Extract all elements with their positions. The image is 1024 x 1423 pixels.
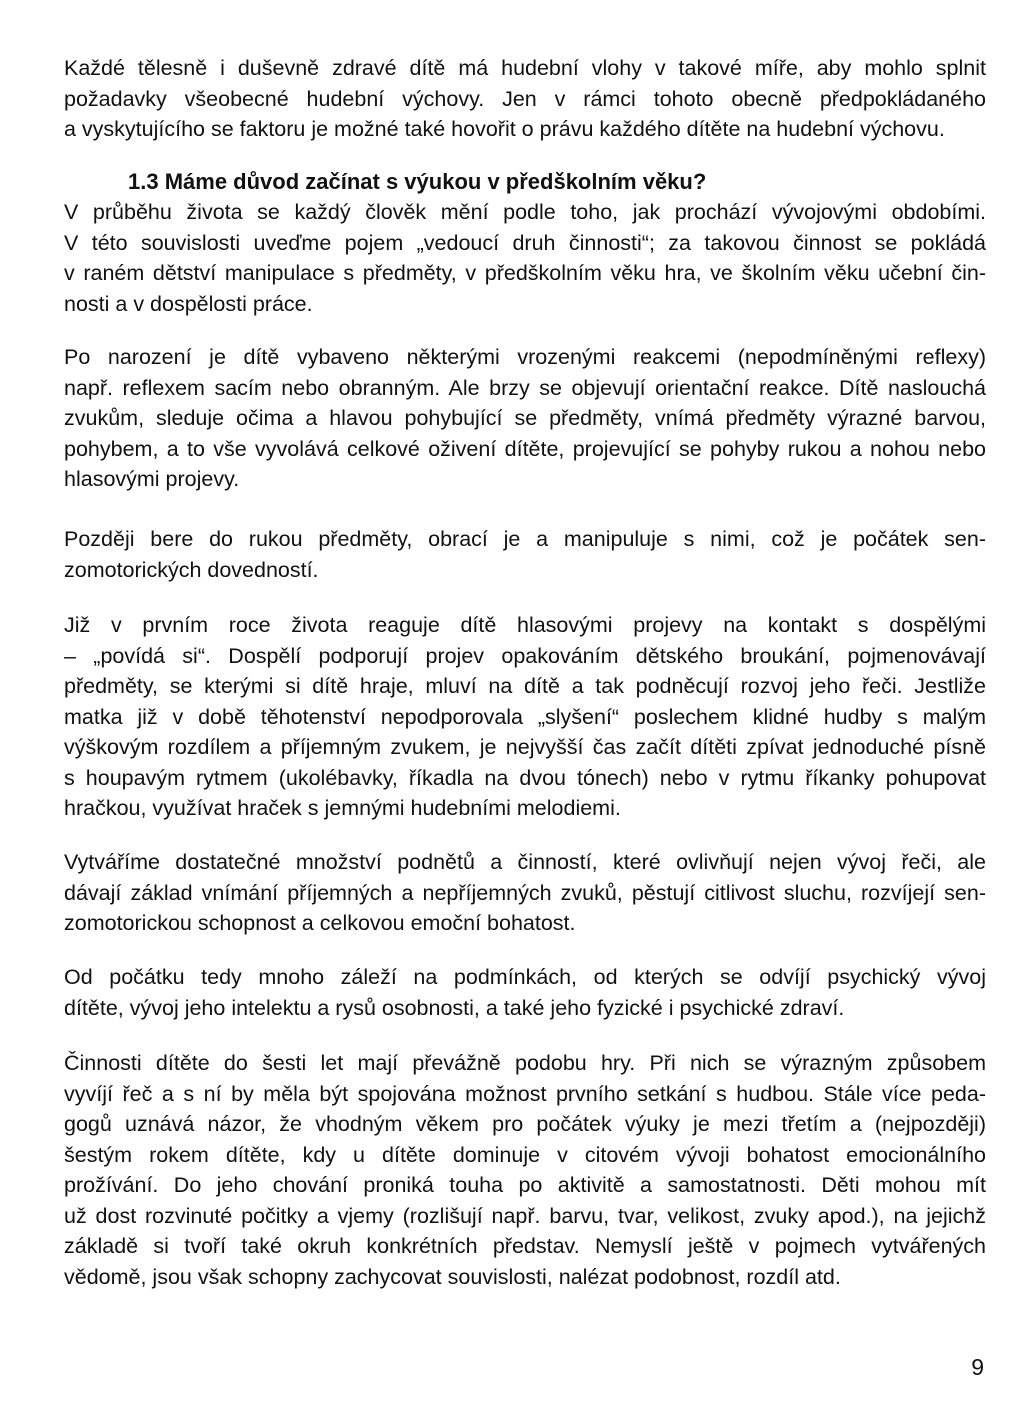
paragraph-7 [64,962,986,1023]
text-line: a vyskytujícího se faktoru je možné také hovořit o právu každého dítěte na hudební výchovu. [64,117,945,141]
text-line: hlasovými projevy. [64,467,240,491]
paragraph-3 [64,342,986,495]
text-line: vyvíjí řeč a s ní by měla být spojována možnost prvního setkání s hudbou. Stále více peda- [64,1081,986,1106]
text-line: už dost rozvinuté počitky a vjemy (rozlišují např. barvu, tvar, velikost, zvuky apod.), na jejichž [64,1203,986,1228]
text-line: s houpavým rytmem (ukolébavky, říkadla na dvou tónech) nebo v rytmu říkanky pohupovat [64,765,986,790]
text-line: – „povídá si“. Dospělí podporují projev opakováním dětského broukání, pojmenovávají [64,643,986,668]
text-line: pohybem, a to vše vyvolává celkové oživení dítěte, projevující se pohyby rukou a nohou nebo [64,436,986,461]
text-line: výškovým rozdílem a příjemným zvukem, je nejvyšší čas začít dítěti zpívat jednoduché písně [64,735,986,759]
text-line: Již v prvním roce života reaguje dítě hlasovými projevy na kontakt s dospělými [64,613,986,637]
text-line: vědomě, jsou však schopny zachycovat souvislosti, nalézat podobnost, rozdíl atd. [64,1264,841,1289]
text-line: šestým rokem dítěte, kdy u dítěte dominuje v citovém vývoji bohatost emocionálního [64,1142,986,1167]
text-line: Vytváříme dostatečné množství podnětů a činností, které ovlivňují nejen vývoj řeči, ale [64,850,986,874]
text-line: Po narození je dítě vybaveno některými vrozenými reakcemi (nepodmíněnými reflexy) [64,345,986,369]
text-line: např. reflexem sacím nebo obranným. Ale brzy se objevují orientační reakce. Dítě naslouchá [64,375,986,400]
paragraph-4 [64,524,986,585]
text-line: zomotorických dovedností. [64,557,319,582]
text-line: matka již v době těhotenství nepodporovala „slyšení“ poslechem klidné hudby s malým [64,704,986,729]
paragraph-8 [64,1048,986,1292]
text-line: prožívání. Do jeho chování proniká touha po aktivitě a samostatnosti. Děti mohou mít [64,1173,986,1197]
text-line: hračkou, využívat hraček s jemnými hudebními melodiemi. [64,796,621,820]
text-line: nosti a v dospělosti práce. [64,291,313,316]
text-line: Později bere do rukou předměty, obrací je a manipuluje s nimi, což je počátek sen- [64,527,986,551]
text-line: Činnosti dítěte do šesti let mají převážně podobu hry. Při nich se výrazným způsobem [64,1051,986,1075]
text-line: Každé tělesně i duševně zdravé dítě má hudební vlohy v takové míře, aby mohlo splnit [64,56,986,80]
text-line: V této souvislosti uveďme pojem „vedoucí druh činnosti“; za takovou činnost se pokládá [64,230,986,255]
text-line: předměty, se kterými si dítě hraje, mluví na dítě a tak podněcují rozvoj jeho řeči. Jestliže [64,674,986,698]
page-number: 9 [971,1354,984,1380]
text-line: Od počátku tedy mnoho záleží na podmínkách, od kterých se odvíjí psychický vývoj [64,965,986,989]
paragraph-6 [64,847,986,939]
text-line: požadavky všeobecné hudební výchovy. Jen v rámci tohoto obecně předpokládaného [64,86,986,111]
text-line: dávají základ vnímání příjemných a nepříjemných zvuků, pěstují citlivost sluchu, rozvíjejí sen- [64,880,986,905]
paragraph-5 [64,610,986,824]
paragraph-1 [64,53,986,145]
text-line: základě si tvoří také okruh konkrétních představ. Nemyslí ještě v pojmech vytvářených [64,1234,986,1258]
text-line: gogů uznává názor, že vhodným věkem pro počátek výuky je mezi třetím a (nejpozději) [64,1112,986,1136]
text-line: V průběhu života se každý člověk mění podle toho, jak prochází vývojovými obdobími. [64,200,986,224]
text-line: zvukům, sleduje očima a hlavou pohybující se předměty, vnímá předměty výrazné barvou, [64,406,986,430]
section-heading: 1.3 Máme důvod začínat s výukou v předškolním věku? [128,169,707,194]
paragraph-2 [64,197,986,319]
text-line: v raném dětství manipulace s předměty, v předškolním věku hra, ve školním věku učební čin- [64,261,986,285]
text-line: dítěte, vývoj jeho intelektu a rysů osobnosti, a také jeho fyzické i psychické zdraví. [64,995,845,1020]
text-line: zomotorickou schopnost a celkovou emoční bohatost. [64,911,576,935]
